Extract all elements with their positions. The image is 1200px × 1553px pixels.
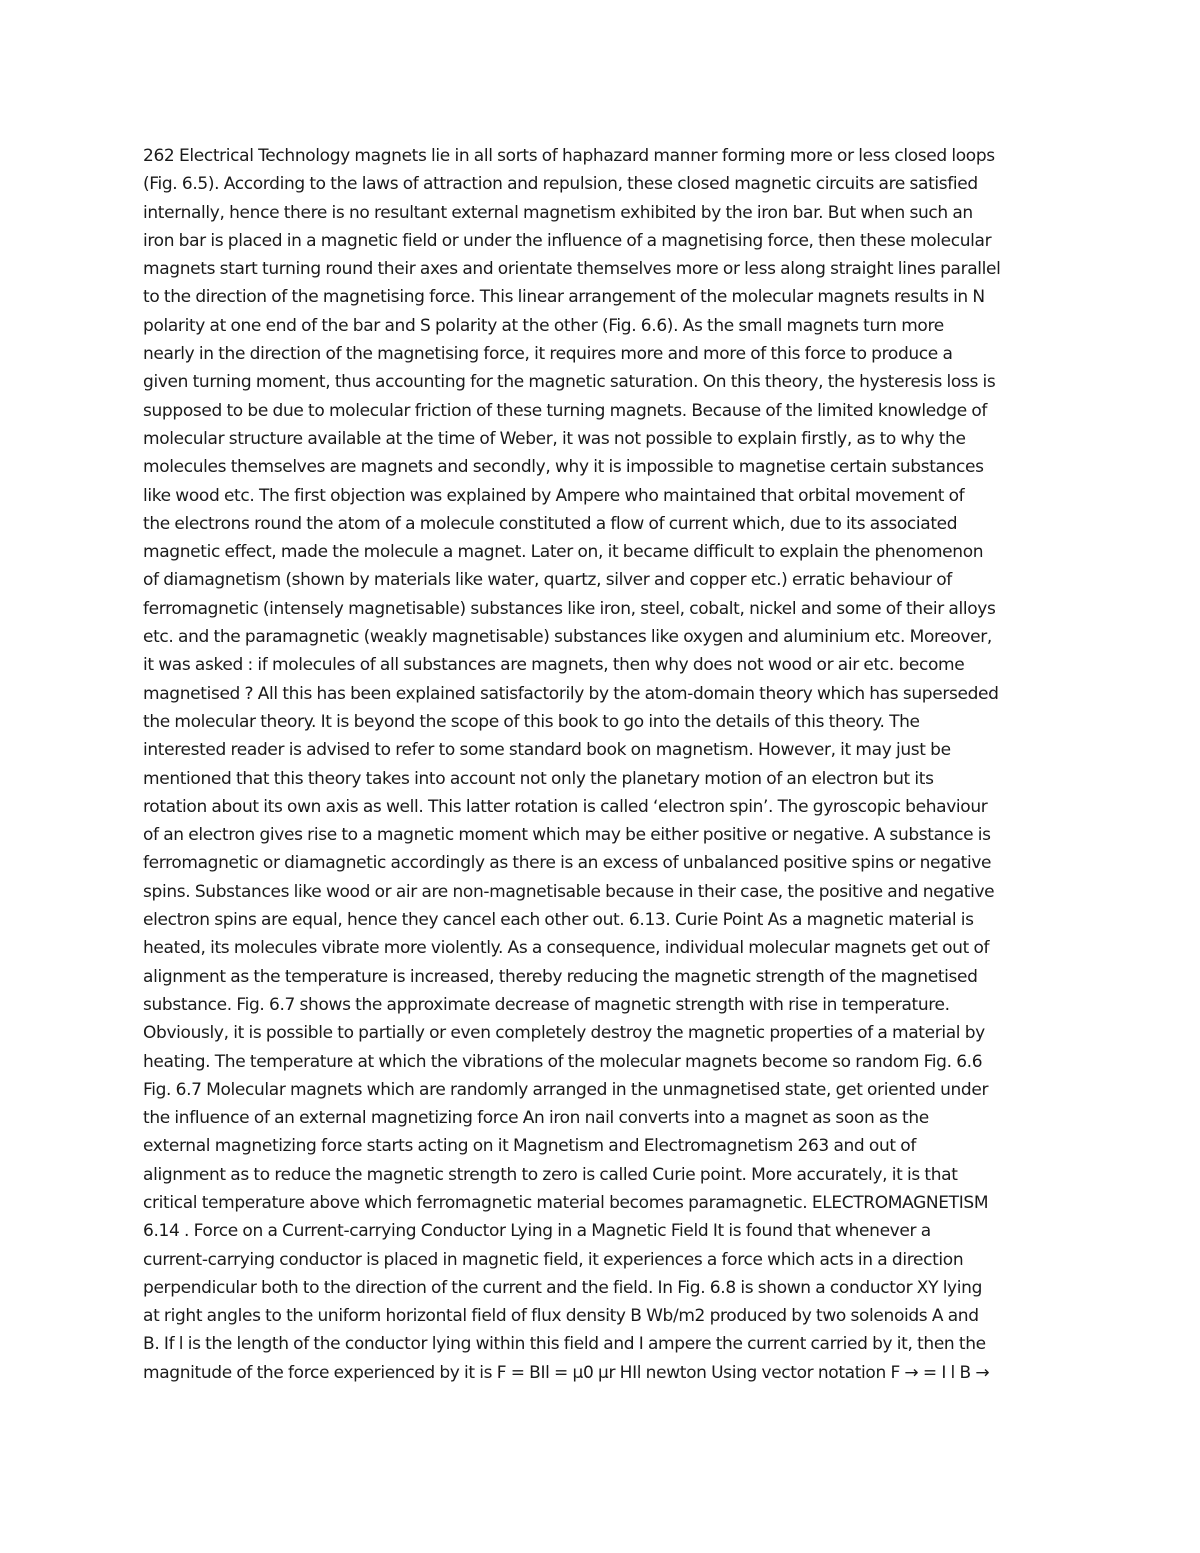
text-line: at right angles to the uniform horizontal field of flux density B Wb/m2 produced by two solenoids A and (143, 1306, 979, 1327)
text-line: Obviously, it is possible to partially or even completely destroy the magnetic properties of a material by (143, 1023, 985, 1044)
text-line: magnets start turning round their axes and orientate themselves more or less along straight lines parallel (143, 259, 1001, 280)
text-line: given turning moment, thus accounting for the magnetic saturation. On this theory, the hysteresis loss is (143, 372, 996, 393)
text-line: the molecular theory. It is beyond the scope of this book to go into the details of this theory. The (143, 711, 920, 732)
text-line: polarity at one end of the bar and S polarity at the other (Fig. 6.6). As the small magnets turn more (143, 315, 944, 336)
text-line: (Fig. 6.5). According to the laws of attraction and repulsion, these closed magnetic circuits are satisfied (143, 174, 978, 195)
text-line: of an electron gives rise to a magnetic moment which may be either positive or negative. A substance is (143, 825, 991, 846)
text-line: heated, its molecules vibrate more violently. As a consequence, individual molecular magnets get out of (143, 938, 990, 959)
text-line: internally, hence there is no resultant external magnetism exhibited by the iron bar. But when such an (143, 202, 973, 223)
text-line: substance. Fig. 6.7 shows the approximate decrease of magnetic strength with rise in temperature. (143, 994, 950, 1015)
text-line: critical temperature above which ferromagnetic material becomes paramagnetic. ELECTROMAGNETISM (143, 1192, 989, 1213)
text-line: alignment as the temperature is increased, thereby reducing the magnetic strength of the magnetised (143, 966, 978, 987)
text-line: molecules themselves are magnets and secondly, why it is impossible to magnetise certain substances (143, 457, 984, 478)
text-line: 6.14 . Force on a Current-carrying Conductor Lying in a Magnetic Field It is found that whenever a (143, 1221, 931, 1242)
text-line: it was asked : if molecules of all substances are magnets, then why does not wood or air etc. become (143, 655, 965, 676)
text-line: current-carrying conductor is placed in magnetic field, it experiences a force which acts in a direction (143, 1249, 964, 1270)
text-line: B. If l is the length of the conductor lying within this field and I ampere the current carried by it, then the (143, 1334, 986, 1355)
text-line: supposed to be due to molecular friction of these turning magnets. Because of the limited knowledge of (143, 400, 988, 421)
text-line: spins. Substances like wood or air are non-magnetisable because in their case, the positive and negative (143, 881, 995, 902)
text-line: Fig. 6.7 Molecular magnets which are randomly arranged in the unmagnetised state, get oriented under (143, 1079, 989, 1100)
text-line: 262 Electrical Technology magnets lie in all sorts of haphazard manner forming more or less closed loops (143, 146, 995, 166)
body-text (143, 142, 1063, 1387)
text-line: ferromagnetic or diamagnetic accordingly as there is an excess of unbalanced positive spins or negative (143, 853, 992, 874)
text-line: ferromagnetic (intensely magnetisable) substances like iron, steel, cobalt, nickel and some of their alloys (143, 598, 996, 619)
text-line: etc. and the paramagnetic (weakly magnetisable) substances like oxygen and aluminium etc. Moreover, (143, 627, 992, 648)
text-line: magnetic effect, made the molecule a magnet. Later on, it became difficult to explain the phenomenon (143, 542, 984, 563)
text-line: heating. The temperature at which the vibrations of the molecular magnets become so random Fig. 6.6 (143, 1051, 983, 1072)
text-line: magnetised ? All this has been explained satisfactorily by the atom-domain theory which has superseded (143, 683, 999, 704)
text-line: interested reader is advised to refer to some standard book on magnetism. However, it may just be (143, 740, 951, 761)
text-line: like wood etc. The first objection was explained by Ampere who maintained that orbital movement of (143, 485, 965, 506)
text-line: perpendicular both to the direction of the current and the field. In Fig. 6.8 is shown a conductor XY lying (143, 1277, 983, 1298)
text-line: iron bar is placed in a magnetic field or under the influence of a magnetising force, then these molecular (143, 230, 992, 251)
text-line: nearly in the direction of the magnetising force, it requires more and more of this force to produce a (143, 344, 953, 365)
text-line: to the direction of the magnetising force. This linear arrangement of the molecular magnets results in N (143, 287, 985, 308)
text-line: molecular structure available at the time of Weber, it was not possible to explain firstly, as to why the (143, 428, 966, 449)
text-line: magnitude of the force experienced by it is F = BIl = μ0 μr HIl newton Using vector notation F → = I l B → (143, 1362, 990, 1383)
text-line: alignment as to reduce the magnetic strength to zero is called Curie point. More accurately, it is that (143, 1164, 958, 1185)
text-line: of diamagnetism (shown by materials like water, quartz, silver and copper etc.) erratic behaviour of (143, 570, 952, 591)
text-line: mentioned that this theory takes into account not only the planetary motion of an electron but its (143, 768, 934, 789)
text-line: electron spins are equal, hence they cancel each other out. 6.13. Curie Point As a magnetic material is (143, 910, 974, 931)
text-line: the electrons round the atom of a molecule constituted a flow of current which, due to its associated (143, 513, 958, 534)
text-line: rotation about its own axis as well. This latter rotation is called ‘electron spin’. The gyroscopic behaviour (143, 796, 988, 817)
text-line: the influence of an external magnetizing force An iron nail converts into a magnet as soon as the (143, 1108, 929, 1129)
text-line: external magnetizing force starts acting on it Magnetism and Electromagnetism 263 and out of (143, 1136, 916, 1157)
